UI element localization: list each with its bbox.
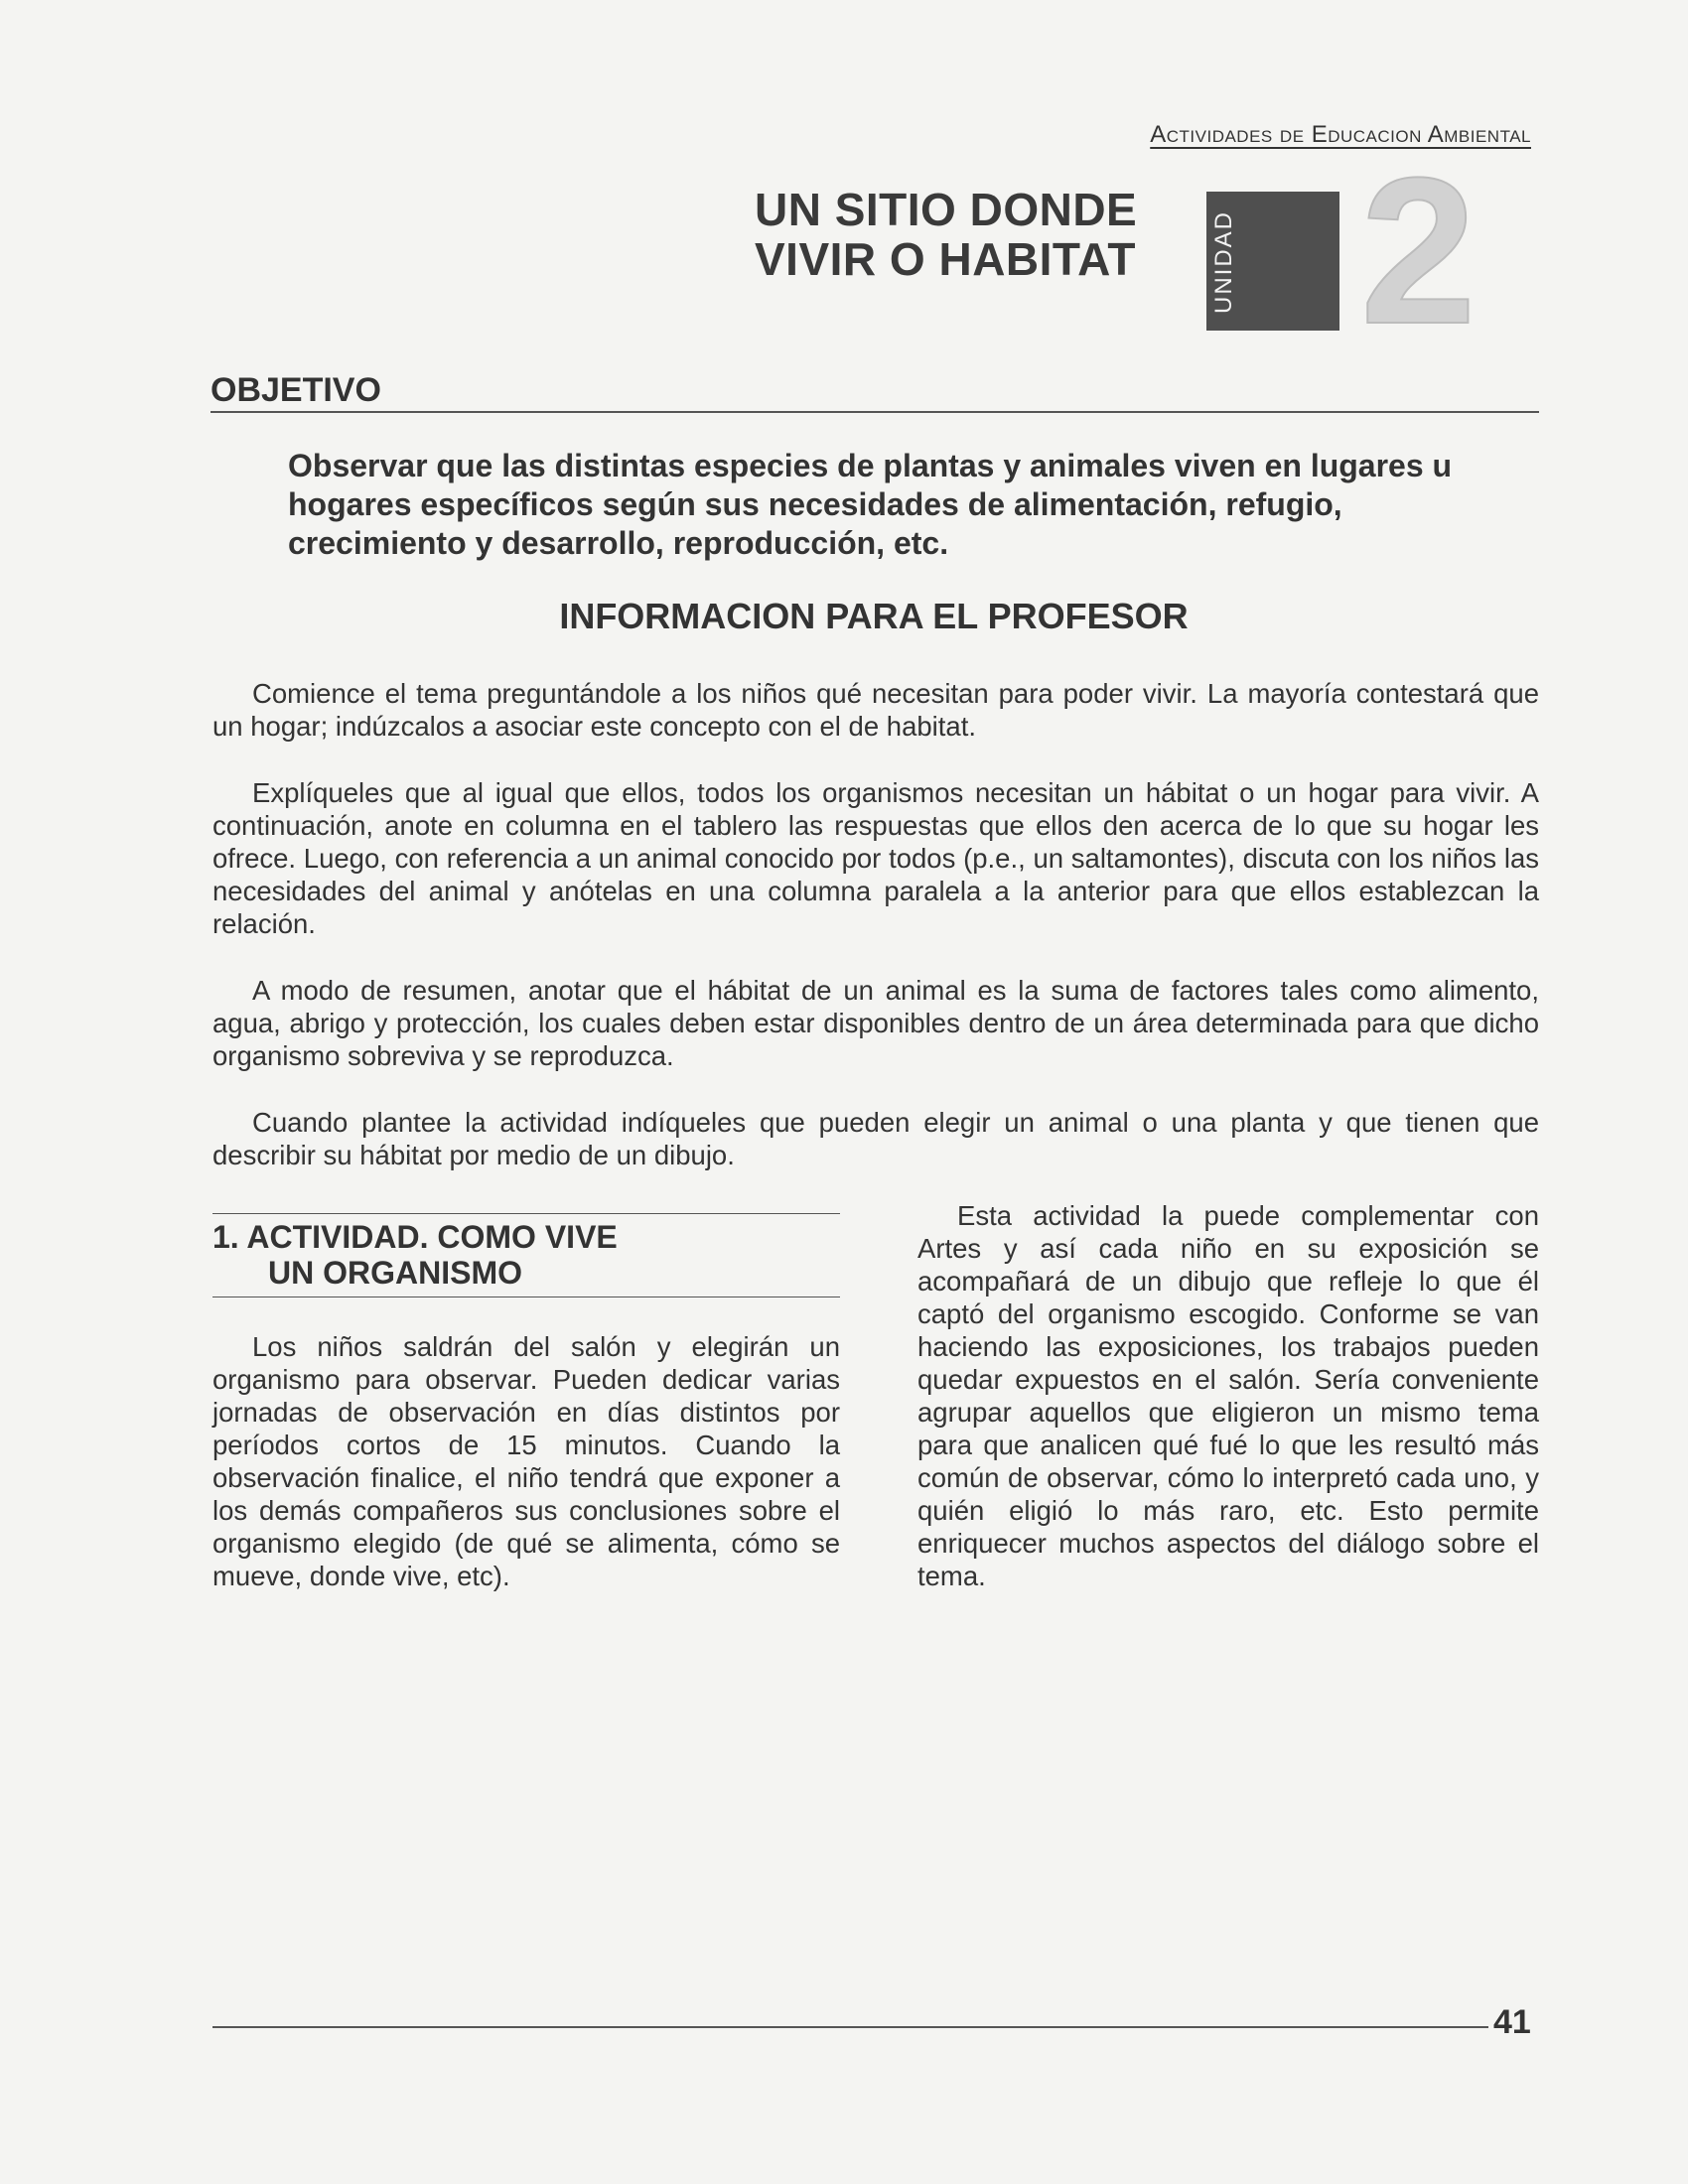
unit-title-line-2: VIVIR O HABITAT [755, 233, 1137, 285]
objetivo-divider [211, 411, 1539, 413]
info-heading: INFORMACION PARA EL PROFESOR [559, 596, 1189, 636]
info-body [212, 677, 1539, 1205]
info-paragraph: Explíqueles que al igual que ellos, todos los organismos necesitan un hábitat o un hogar para vivir. A continuación, anote en columna en el tablero las respuestas que ellos den acerca de lo que su hogar les ofrece. Luego, con referencia a un animal conocido por todos (p.e., un saltamontes), discuta con los niños las necesidades del animal y anótelas en una columna paralela a la anterior para que ellos establezcan la relación. [212, 777, 1539, 939]
info-paragraph: A modo de resumen, anotar que el hábitat de un animal es la suma de factores tales como alimento, agua, abrigo y protección, los cuales deben estar disponibles dentro de un área determinada para que dicho organismo sobreviva y se reproduzca. [212, 975, 1539, 1071]
activity-heading-line-1: 1. ACTIVIDAD. COMO VIVE [212, 1219, 618, 1255]
objetivo-heading: OBJETIVO [211, 371, 381, 409]
activity-top-divider [212, 1213, 840, 1214]
activity-left-column [212, 1330, 840, 1592]
activity-left-text: Los niños saldrán del salón y elegirán un organismo para observar. Pueden dedicar varias jornadas de observación en días distintos por períodos cortos de 15 minutos. Cuando la observación finalice, el niño tendrá que exponer a los demás compañeros sus conclusiones sobre el organismo elegido (de qué se alimenta, cómo se mueve, donde vive, etc). [212, 1331, 840, 1591]
activity-right-column [917, 1199, 1539, 1592]
unit-title [755, 185, 1172, 284]
running-header: Actividades de Educacion Ambiental [1150, 121, 1531, 148]
footer-divider [212, 2026, 1488, 2028]
info-paragraph: Comience el tema preguntándole a los niños qué necesitan para poder vivir. La mayoría contestará que un hogar; indúzcalos a asociar este concepto con el de habitat. [212, 678, 1539, 742]
activity-right-text: Esta actividad la puede complementar con Artes y así cada niño en su exposición se acompañará de un dibujo que refleje lo que él captó del organismo escogido. Conforme se van haciendo las exposiciones, los trabajos pueden quedar expuestos en el salón. Sería conveniente agrupar aquellos que eligieron un mismo tema para que analicen qué fué lo que les resultó más común de observar, cómo lo interpretó cada uno, y quién eligió lo más raro, etc. Esto permite enriquecer muchos aspectos del diálogo sobre el tema. [917, 1200, 1539, 1591]
page-number: 41 [1493, 2003, 1531, 2041]
objetivo-text: Observar que las distintas especies de plantas y animales viven en lugares u hogares específicos según sus necesidades de alimentación, refugio, crecimiento y desarrollo, reproducción, etc. [288, 448, 1453, 561]
info-paragraph: Cuando plantee la actividad indíqueles que pueden elegir un animal o una planta y que tienen que describir su hábitat por medio de un dibujo. [212, 1107, 1539, 1170]
activity-heading [212, 1219, 840, 1291]
unit-number: 2 [1360, 134, 1477, 367]
unit-label: UNIDAD [1210, 210, 1237, 315]
activity-heading-line-2: UN ORGANISMO [268, 1255, 522, 1291]
unit-title-line-1: UN SITIO DONDE [755, 184, 1138, 235]
